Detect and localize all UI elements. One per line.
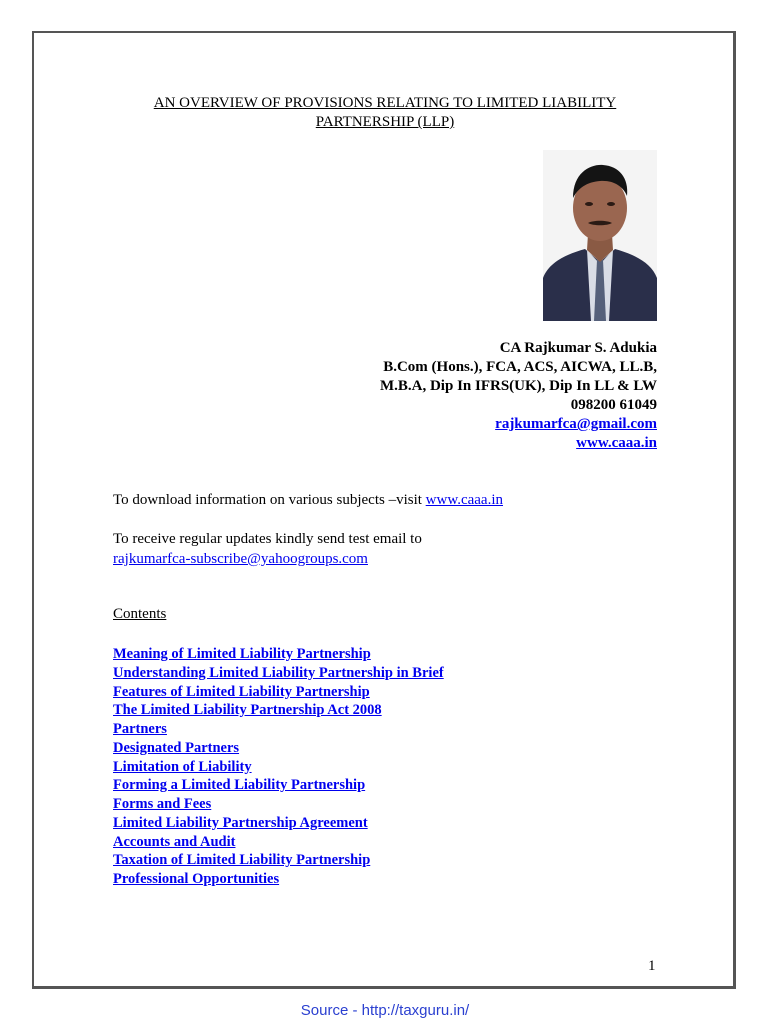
author-phone: 098200 61049: [570, 397, 657, 413]
author-name: CA Rajkumar S. Adukia: [499, 340, 657, 356]
toc-item[interactable]: Designated Partners: [113, 739, 240, 756]
title-line-1: AN OVERVIEW OF PROVISIONS RELATING TO LIMITED LIABILITY: [153, 95, 617, 111]
author-photo: [543, 150, 657, 321]
page-number: 1: [648, 958, 656, 974]
document-title: [100, 94, 670, 132]
toc-item[interactable]: Taxation of Limited Liability Partnership: [113, 852, 371, 869]
toc-item[interactable]: Features of Limited Liability Partnership: [113, 683, 370, 700]
author-website-link[interactable]: www.caaa.in: [576, 435, 657, 451]
author-block: [380, 339, 657, 453]
source-footer: Source - http://taxguru.in/: [300, 1002, 470, 1019]
author-email-link[interactable]: rajkumarfca@gmail.com: [495, 416, 657, 432]
table-of-contents: [113, 645, 444, 889]
download-text: To download information on various subjects –visit: [113, 492, 426, 508]
subscribe-email-link[interactable]: rajkumarfca-subscribe@yahoogroups.com: [113, 551, 368, 567]
toc-item[interactable]: Partners: [113, 721, 167, 737]
author-qualifications-1: B.Com (Hons.), FCA, ACS, AICWA, LL.B,: [383, 359, 657, 375]
toc-item[interactable]: The Limited Liability Partnership Act 2008: [113, 702, 382, 719]
toc-item[interactable]: Accounts and Audit: [113, 833, 236, 850]
toc-item[interactable]: Forming a Limited Liability Partnership: [113, 777, 366, 794]
updates-text: To receive regular updates kindly send test email to: [113, 531, 422, 547]
updates-paragraph: [113, 529, 422, 569]
toc-item[interactable]: Meaning of Limited Liability Partnership: [113, 646, 371, 662]
toc-item[interactable]: Forms and Fees: [113, 796, 212, 812]
toc-item[interactable]: Limited Liability Partnership Agreement: [113, 814, 368, 831]
toc-item[interactable]: Professional Opportunities: [113, 871, 280, 887]
toc-item[interactable]: Understanding Limited Liability Partnership in Brief: [113, 664, 444, 681]
contents-heading: Contents: [113, 606, 167, 622]
title-line-2: PARTNERSHIP (LLP): [315, 114, 455, 130]
author-qualifications-2: M.B.A, Dip In IFRS(UK), Dip In LL & LW: [379, 378, 657, 394]
toc-item[interactable]: Limitation of Liability: [113, 758, 252, 775]
download-paragraph: [113, 490, 503, 510]
download-link[interactable]: www.caaa.in: [425, 492, 503, 508]
